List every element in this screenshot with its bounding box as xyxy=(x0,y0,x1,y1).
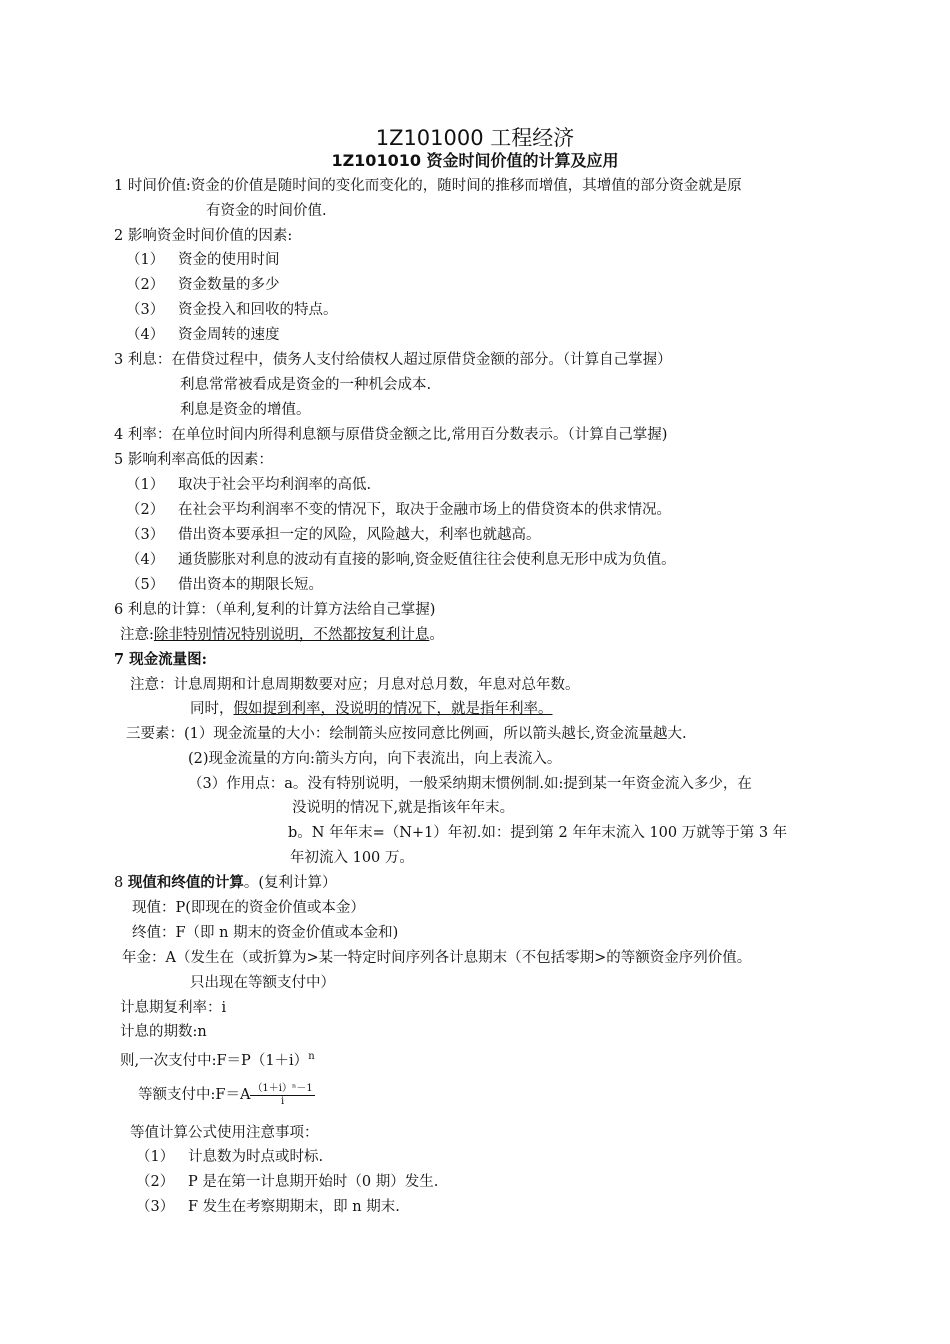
s8-future-value: 终值：F（即 n 期末的资金价值或本金和) xyxy=(132,925,399,941)
s2-item-text: 资金数量的多少 xyxy=(178,277,280,293)
s8-annuity-line2: 只出现在等额支付中） xyxy=(190,975,335,991)
s8-annuity-line1: 年金：A（发生在（或折算为>某一特定时间序列各计息期末（不包括零期>的等额资金序列价值。 xyxy=(122,950,752,966)
document-subtitle: 1Z101010 资金时间价值的计算及应用 xyxy=(331,151,619,170)
s2-item-num: （1） xyxy=(126,252,165,268)
s2-item-text: 资金投入和回收的特点。 xyxy=(178,302,338,318)
s7-elements4: b。N 年年末=（N+1）年初.如：提到第 2 年年末流入 100 万就等于第 3 年 xyxy=(288,825,788,841)
s7-elements1: 三要素：(1）现金流量的大小：绘制箭头应按同意比例画，所以箭头越长,资金流量越大. xyxy=(126,726,687,742)
s6-heading: 6 利息的计算：（单利,复利的计算方法给自己掌握) xyxy=(114,602,436,618)
s4-line1: 4 利率：在单位时间内所得利息额与原借贷金额之比,常用百分数表示。（计算自己掌握) xyxy=(114,427,668,443)
s8-note-text: F 发生在考察期期末，即 n 期末. xyxy=(188,1199,400,1215)
s1-line2: 有资金的时间价值. xyxy=(206,203,327,219)
s3-line2: 利息常常被看成是资金的一种机会成本. xyxy=(180,377,432,393)
s8-single-payment xyxy=(120,1047,315,1071)
s2-item-num: （3） xyxy=(126,302,165,318)
s8-note-num: （2） xyxy=(136,1174,175,1190)
s5-item-num: （2） xyxy=(126,502,165,518)
s7-note2-emphasis: 假如提到利率，没说明的情况下，就是指年利率。 xyxy=(233,701,553,717)
s3-line3: 利息是资金的增值。 xyxy=(180,402,311,418)
s1-line1: 1 时间价值:资金的价值是随时间的变化而变化的，随时间的推移而增值，其增值的部分资金就是原 xyxy=(114,178,742,194)
document-title: 1Z101000 工程经济 xyxy=(375,126,575,150)
s6-note-suffix: 。 xyxy=(429,627,444,643)
s8-note-text: P 是在第一计息期开始时（0 期）发生. xyxy=(188,1174,439,1190)
s8-heading-prefix: 8 xyxy=(114,875,128,891)
s8-heading-bold: 现值和终值的计算 xyxy=(127,874,244,891)
s8-equal-payment xyxy=(138,1080,315,1110)
s2-heading: 2 影响资金时间价值的因素: xyxy=(114,228,293,244)
s8-notes-heading: 等值计算公式使用注意事项： xyxy=(130,1125,319,1141)
formula-exponent: n xyxy=(308,1051,315,1062)
s5-item-text: 借出资本要承担一定的风险，风险越大，利率也就越高。 xyxy=(178,527,541,543)
s5-item-text: 借出资本的期限长短。 xyxy=(178,577,323,593)
s7-note2 xyxy=(190,699,553,719)
s5-item-text: 取决于社会平均利润率的高低. xyxy=(178,477,372,493)
s5-item-num: （1） xyxy=(126,477,165,493)
s3-line1: 3 利息：在借贷过程中，债务人支付给债权人超过原借贷金额的部分。（计算自己掌握） xyxy=(114,352,672,368)
s2-item-text: 资金的使用时间 xyxy=(178,252,280,268)
formula-fraction xyxy=(250,1083,314,1108)
s8-periods: 计息的期数:n xyxy=(120,1024,207,1040)
s5-heading: 5 影响利率高低的因素： xyxy=(114,452,273,468)
s7-heading: 7 现金流量图: xyxy=(114,651,207,668)
s8-single-prefix: 则,一次支付中: xyxy=(120,1052,217,1069)
s5-item-text: 在社会平均利润率不变的情况下，取决于金融市场上的借贷资本的供求情况。 xyxy=(178,502,671,518)
s7-elements2: (2)现金流量的方向:箭头方向，向下表流出，向上表流入。 xyxy=(188,751,562,767)
s8-present-value: 现值：P(即现在的资金价值或本金） xyxy=(132,900,365,916)
s8-note-num: （1） xyxy=(136,1149,175,1165)
s5-item-text: 通货膨胀对利息的波动有直接的影响,资金贬值往往会使利息无形中成为负值。 xyxy=(178,552,676,568)
s5-item-num: （5） xyxy=(126,577,165,593)
s5-item-num: （4） xyxy=(126,552,165,568)
s6-note-emphasis: 除非特别情况特别说明，不然都按复利计息 xyxy=(153,627,430,643)
s7-note2-prefix: 同时， xyxy=(190,701,234,717)
fraction-numerator: （1＋i）ⁿ－1 xyxy=(252,1082,313,1094)
s2-item-num: （4） xyxy=(126,327,165,343)
s8-note-text: 计息数为时点或时标. xyxy=(188,1149,324,1165)
s2-item-num: （2） xyxy=(126,277,165,293)
s8-note-num: （3） xyxy=(136,1199,175,1215)
s6-note xyxy=(120,625,444,645)
s5-item-num: （3） xyxy=(126,527,165,543)
s7-note1: 注意：计息周期和计息周期数要对应；月息对总月数，年息对总年数。 xyxy=(130,677,580,693)
s8-heading xyxy=(114,873,337,893)
s2-item-text: 资金周转的速度 xyxy=(178,327,280,343)
fraction-denominator: i xyxy=(280,1095,285,1107)
s8-heading-suffix: 。(复利计算） xyxy=(243,875,337,891)
equal-payment-formula: F＝A xyxy=(215,1087,251,1103)
s8-rate: 计息期复利率：i xyxy=(120,1000,227,1016)
s6-note-prefix: 注意: xyxy=(120,627,154,643)
s7-elements3b: 没说明的情况下,就是指该年年末。 xyxy=(292,800,515,816)
s8-equal-prefix: 等额支付中: xyxy=(138,1087,216,1103)
s7-elements3: （3）作用点：a。没有特别说明，一般采纳期末惯例制.如:提到某一年资金流入多少，在 xyxy=(188,776,752,792)
single-payment-formula: F＝P（1＋i） xyxy=(216,1052,309,1069)
s7-elements4b: 年初流入 100 万。 xyxy=(290,850,414,866)
